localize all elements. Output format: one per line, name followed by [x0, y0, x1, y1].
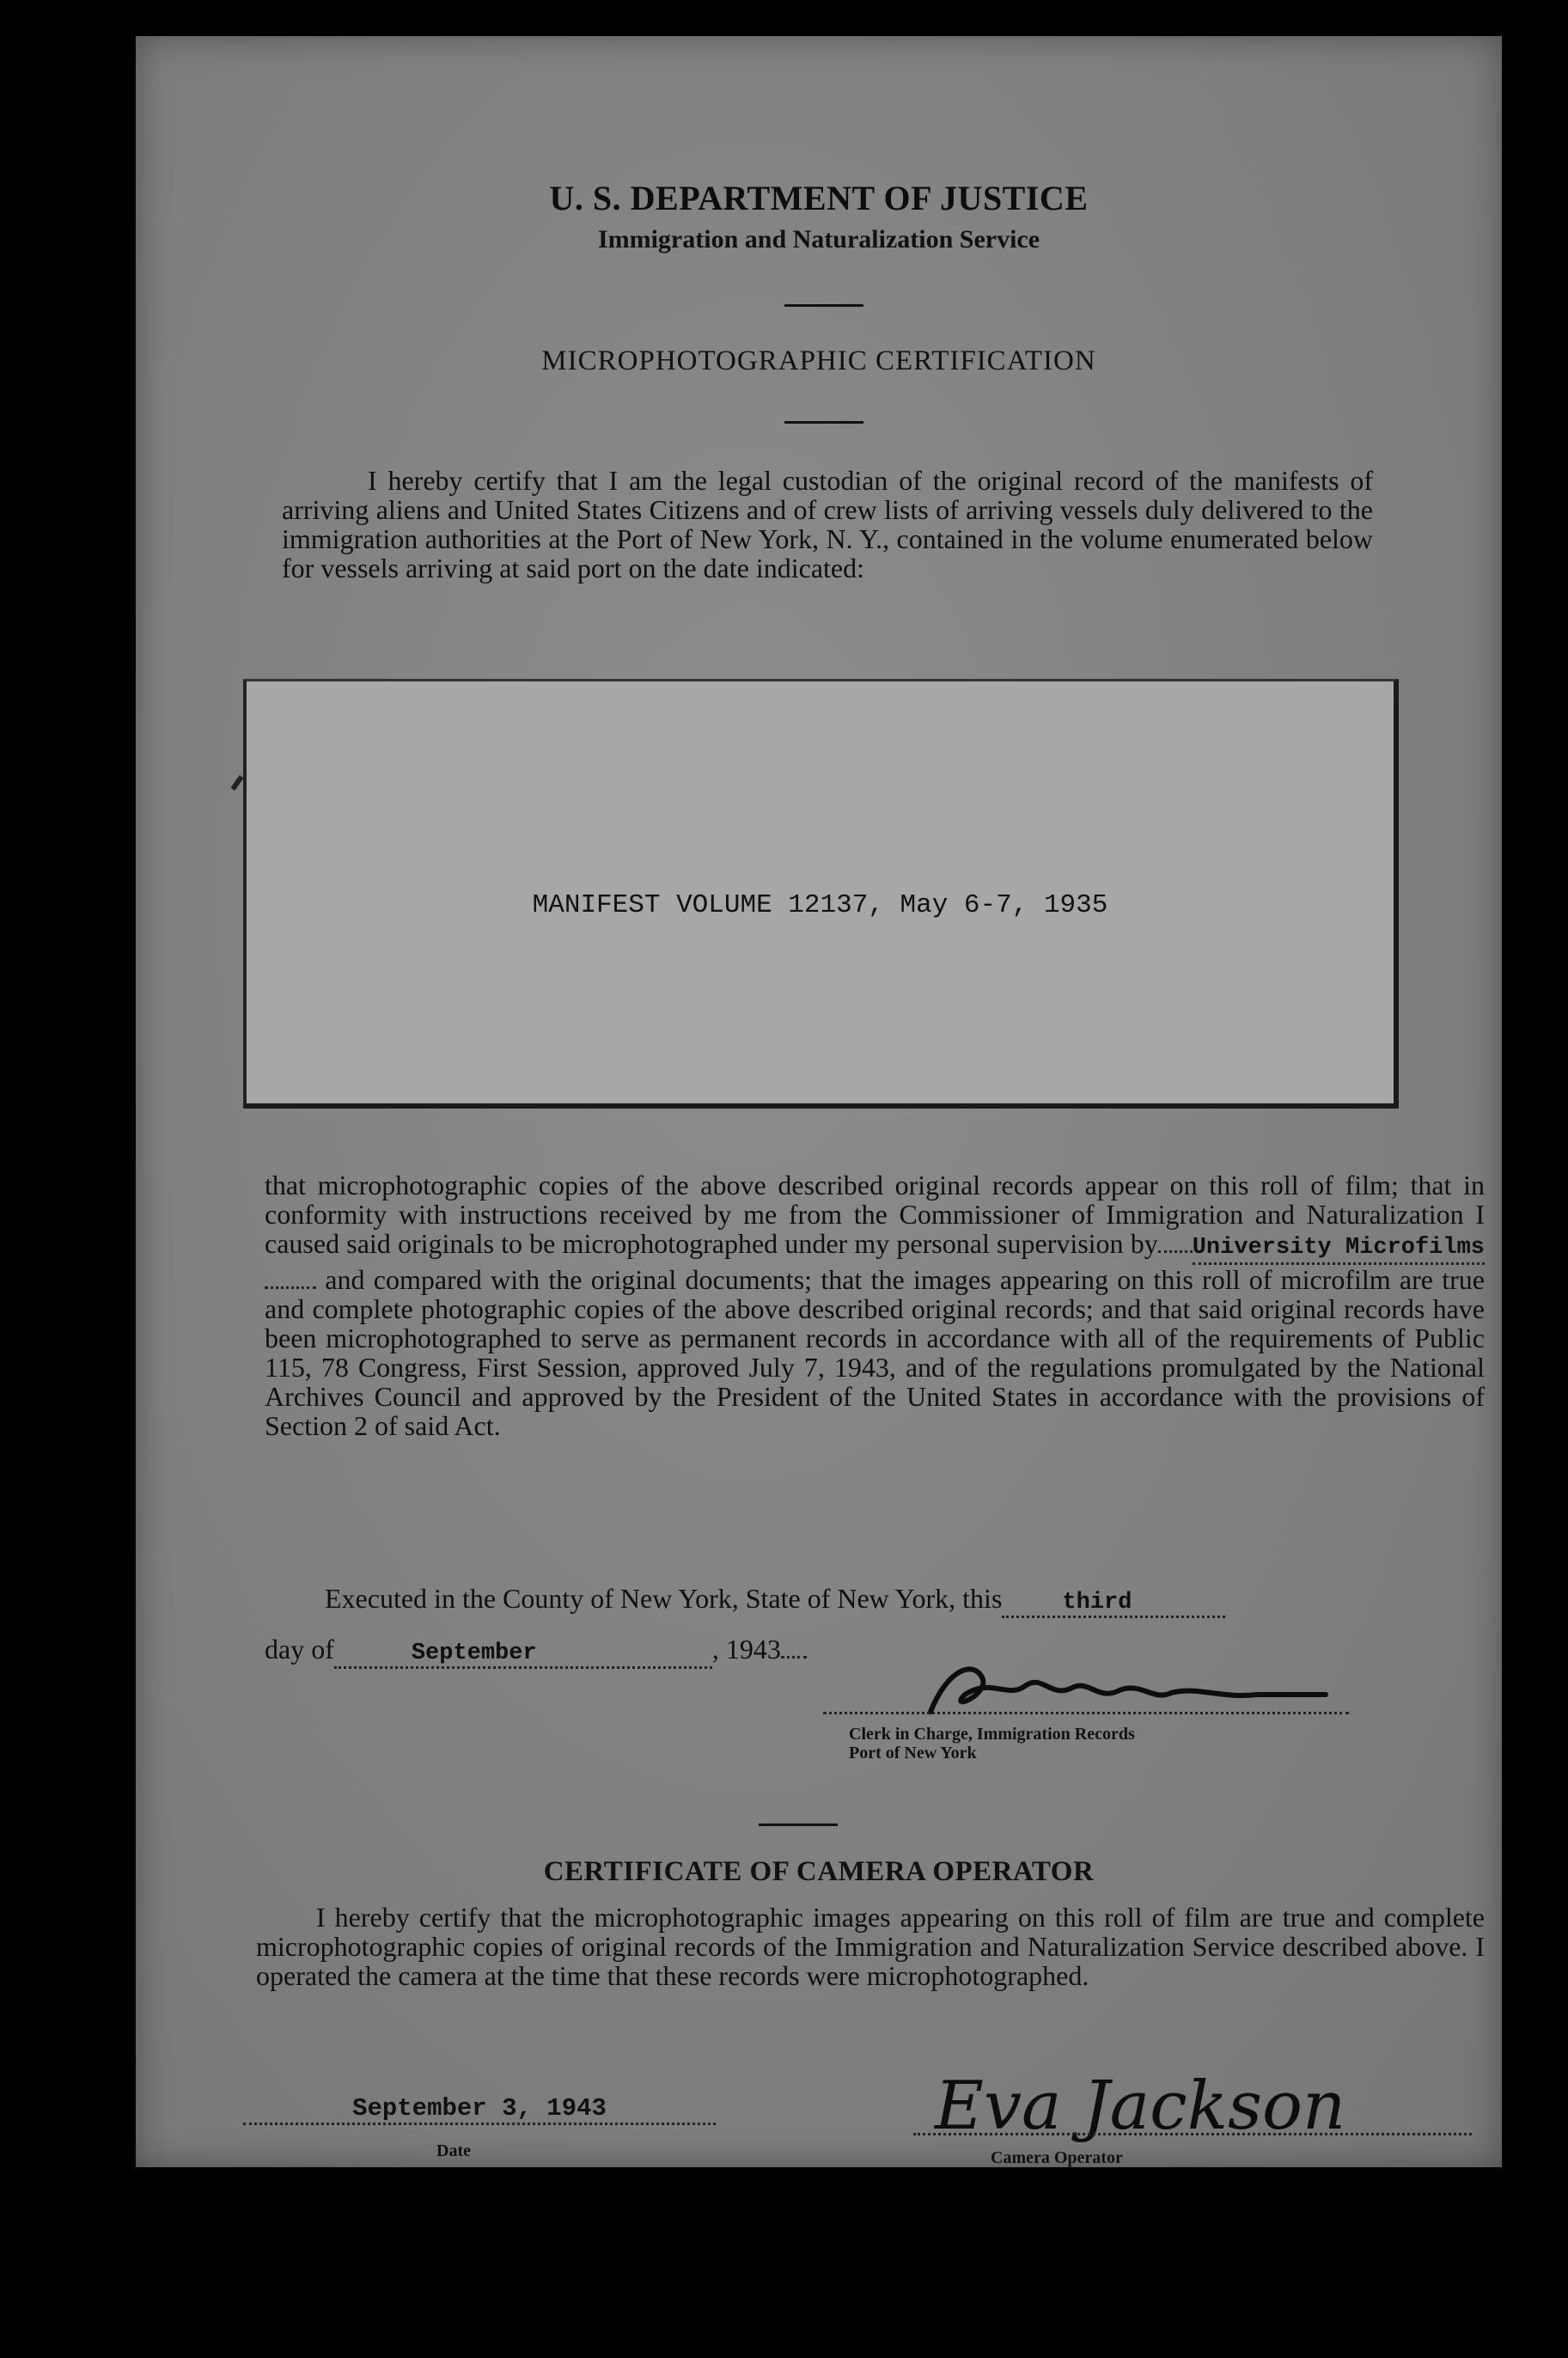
certification-title: MICROPHOTOGRAPHIC CERTIFICATION: [541, 345, 1096, 376]
date-field: [243, 2094, 716, 2125]
certification-body: [265, 1170, 1485, 1440]
date-label: Date: [436, 2141, 471, 2160]
body-part-1: that microphotographic copies of the above described original records appear on this roll of film; that in conformity with instructions received by me from the Commissioner of Immigration and Naturalization I caused said originals to be microphotographed under my personal supervision by: [265, 1170, 1485, 1259]
volume-slip: [243, 679, 1399, 1109]
certificate-sheet: [136, 36, 1502, 2167]
photographer-name: University Microfilms: [1193, 1233, 1485, 1265]
camera-operator-label: Camera Operator: [991, 2148, 1123, 2167]
divider-rule: [784, 304, 863, 307]
clerk-signature: [913, 1652, 1360, 1720]
agency-heading: U. S. DEPARTMENT OF JUSTICE: [549, 179, 1089, 217]
execution-month: September: [411, 1640, 537, 1666]
clerk-title: Clerk in Charge, Immigration Records Port of New York: [849, 1725, 1135, 1762]
clerk-signature-line: [823, 1712, 1349, 1714]
execution-prefix: Executed in the County of New York, State of New York, this: [325, 1583, 1003, 1614]
divider-rule: [759, 1823, 838, 1826]
certificate-date: September 3, 1943: [352, 2094, 607, 2123]
divider-rule: [784, 421, 863, 424]
custodian-paragraph: I hereby certify that I am the legal custodian of the original record of the manifests of arriving aliens and United States Citizens and of crew lists of arriving vessels duly delivered to the immigration authorities at the Port of New York, N. Y., contained in the volume enumerated below for vessels arriving at said port on the date indicated:: [282, 465, 1373, 583]
film-scratch: [230, 775, 243, 791]
execution-year: , 1943: [711, 1634, 781, 1665]
camera-certificate-text: I hereby certify that the microphotographic images appearing on this roll of film are true and complete microphotographic copies of original records of the Immigration and Naturalization Service described above. I operated the camera at the time that these records were microphotographed.: [256, 1902, 1485, 1991]
body-part-2: and compared with the original documents; that the images appearing on this roll of microfilm are true and complete photographic copies of the above described original records; and that said original records have been microphotographed to serve as permanent records in accordance with all of the requirements of Public 115, 78 Congress, First Session, approved July 7, 1943, and of the regulations promulgated by the National Archives Council and approved by the President of the United States in accordance with the provisions of Section 2 of said Act.: [265, 1264, 1486, 1441]
day-of-label: day of: [265, 1634, 334, 1665]
camera-certificate-title: CERTIFICATE OF CAMERA OPERATOR: [543, 1856, 1095, 1887]
manifest-volume-label: MANIFEST VOLUME 12137, May 6-7, 1935: [532, 890, 1108, 920]
service-subheading: Immigration and Naturalization Service: [597, 225, 1040, 254]
camera-operator-line: [913, 2133, 1472, 2135]
execution-day: third: [1062, 1590, 1132, 1616]
operator-signature-text: Eva Jackson: [935, 2068, 1346, 2145]
